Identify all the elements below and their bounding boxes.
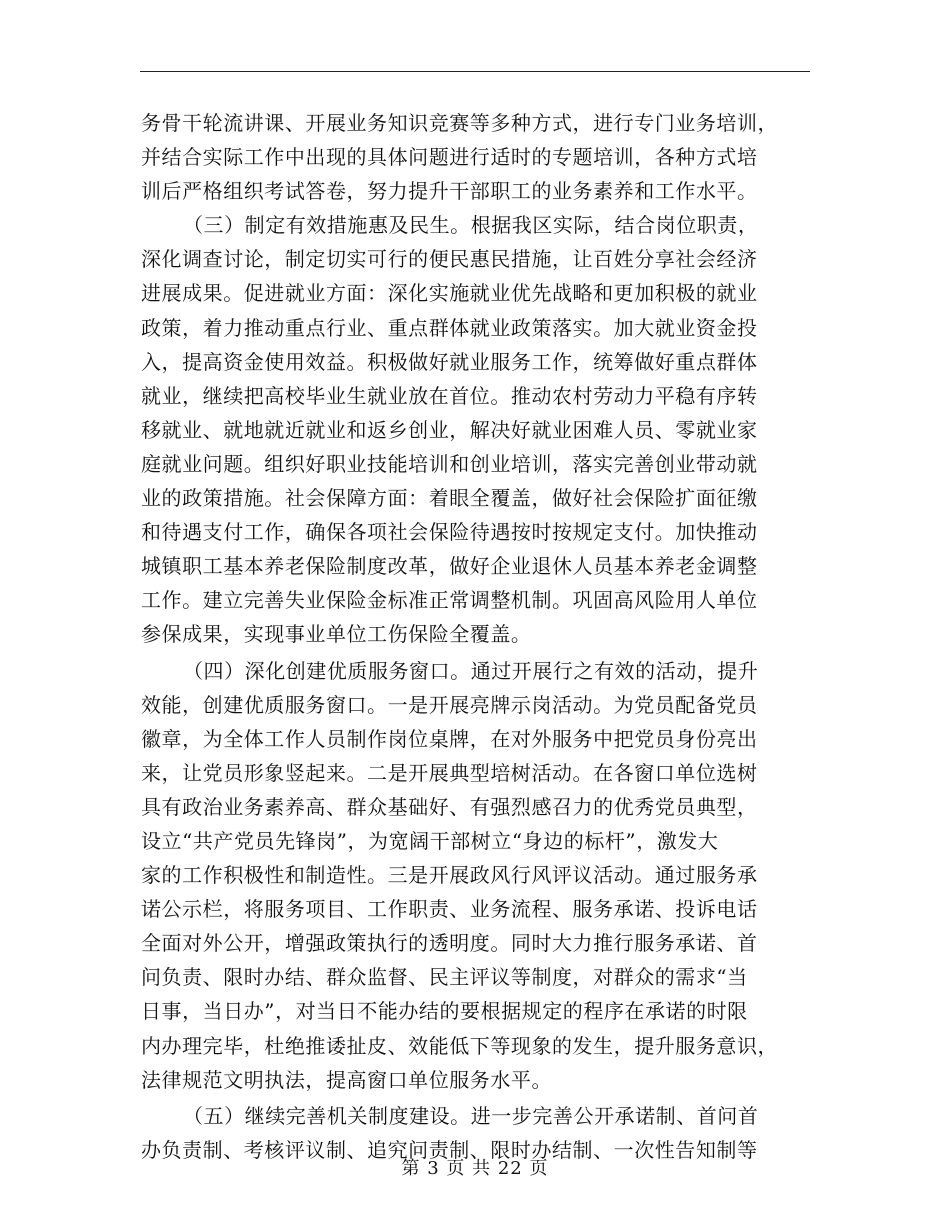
text-line: 办负责制、考核评议制、追究问责制、限时办结制、一次性告知制等 [141, 1137, 758, 1162]
text-line: 政策，着力推动重点行业、重点群体就业政策落实。加大就业资金投 [141, 315, 758, 340]
text-line: 效能，创建优质服务窗口。一是开展亮牌示岗活动。为党员配备党员 [141, 692, 758, 717]
section-heading-line: （三）制定有效措施惠及民生。根据我区实际，结合岗位职责， [183, 213, 759, 238]
text-line: 法律规范文明执法，提高窗口单位服务水平。 [141, 1067, 552, 1092]
text-line: 就业，继续把高校毕业生就业放在首位。推动农村劳动力平稳有序转 [141, 383, 758, 408]
text-line: 问负责、限时办结、群众监督、民主评议等制度，对群众的需求“当 [141, 965, 748, 990]
text-line: 训后严格组织考试答卷，努力提升干部职工的业务素养和工作水平。 [141, 179, 758, 204]
document-body [141, 106, 811, 1167]
text-line: 务骨干轮流讲课、开展业务知识竞赛等多种方式，进行专门业务培训， [141, 111, 779, 135]
text-line: 日事，当日办”，对当日不能办结的要根据规定的程序在承诺的时限 [141, 999, 748, 1024]
text-line: 工作。建立完善失业保险金标准正常调整机制。巩固高风险用人单位 [141, 588, 758, 613]
text-line: 设立“共产党员先锋岗”，为宽阔干部树立“身边的标杆”，激发大 [141, 828, 719, 853]
text-line: 来，让党员形象竖起来。二是开展典型培树活动。在各窗口单位选树 [141, 760, 758, 785]
text-line: 全面对外公开，增强政策执行的透明度。同时大力推行服务承诺、首 [141, 931, 758, 956]
text-line: 深化调查讨论，制定切实可行的便民惠民措施，让百姓分享社会经济 [141, 247, 758, 272]
text-line: 家的工作积极性和制造性。三是开展政风行风评议活动。通过服务承 [141, 863, 758, 888]
text-line: 移就业、就地就近就业和返乡创业，解决好就业困难人员、零就业家 [141, 417, 758, 442]
header-rule [140, 71, 810, 72]
text-line: 进展成果。促进就业方面：深化实施就业优先战略和更加积极的就业 [141, 281, 758, 306]
text-line: 内办理完毕，杜绝推诿扯皮、效能低下等现象的发生，提升服务意识， [141, 1033, 779, 1058]
text-line: 城镇职工基本养老保险制度改革，做好企业退休人员基本养老金调整 [141, 554, 758, 579]
text-line: 业的政策措施。社会保障方面：着眼全覆盖，做好社会保险扩面征缴 [141, 486, 758, 511]
text-line: 庭就业问题。组织好职业技能培训和创业培训，落实完善创业带动就 [141, 451, 758, 476]
text-line: 入，提高资金使用效益。积极做好就业服务工作，统筹做好重点群体 [141, 349, 758, 374]
text-line: 具有政治业务素养高、群众基础好、有强烈感召力的优秀党员典型， [141, 794, 758, 819]
text-line: 徽章，为全体工作人员制作岗位桌牌，在对外服务中把党员身份亮出 [141, 726, 758, 751]
text-line: 参保成果，实现事业单位工伤保险全覆盖。 [141, 622, 532, 647]
text-line: 诺公示栏，将服务项目、工作职责、业务流程、服务承诺、投诉电话 [141, 897, 758, 922]
section-heading-line: （四）深化创建优质服务窗口。通过开展行之有效的活动，提升 [183, 658, 759, 683]
page-number-footer: 第 3 页 共 22 页 [401, 1158, 549, 1179]
text-line: 和待遇支付工作，确保各项社会保险待遇按时按规定支付。加快推动 [141, 520, 758, 545]
text-line: 并结合实际工作中出现的具体问题进行适时的专题培训，各种方式培 [141, 145, 758, 170]
section-heading-line: （五）继续完善机关制度建设。进一步完善公开承诺制、首问首 [183, 1103, 759, 1128]
